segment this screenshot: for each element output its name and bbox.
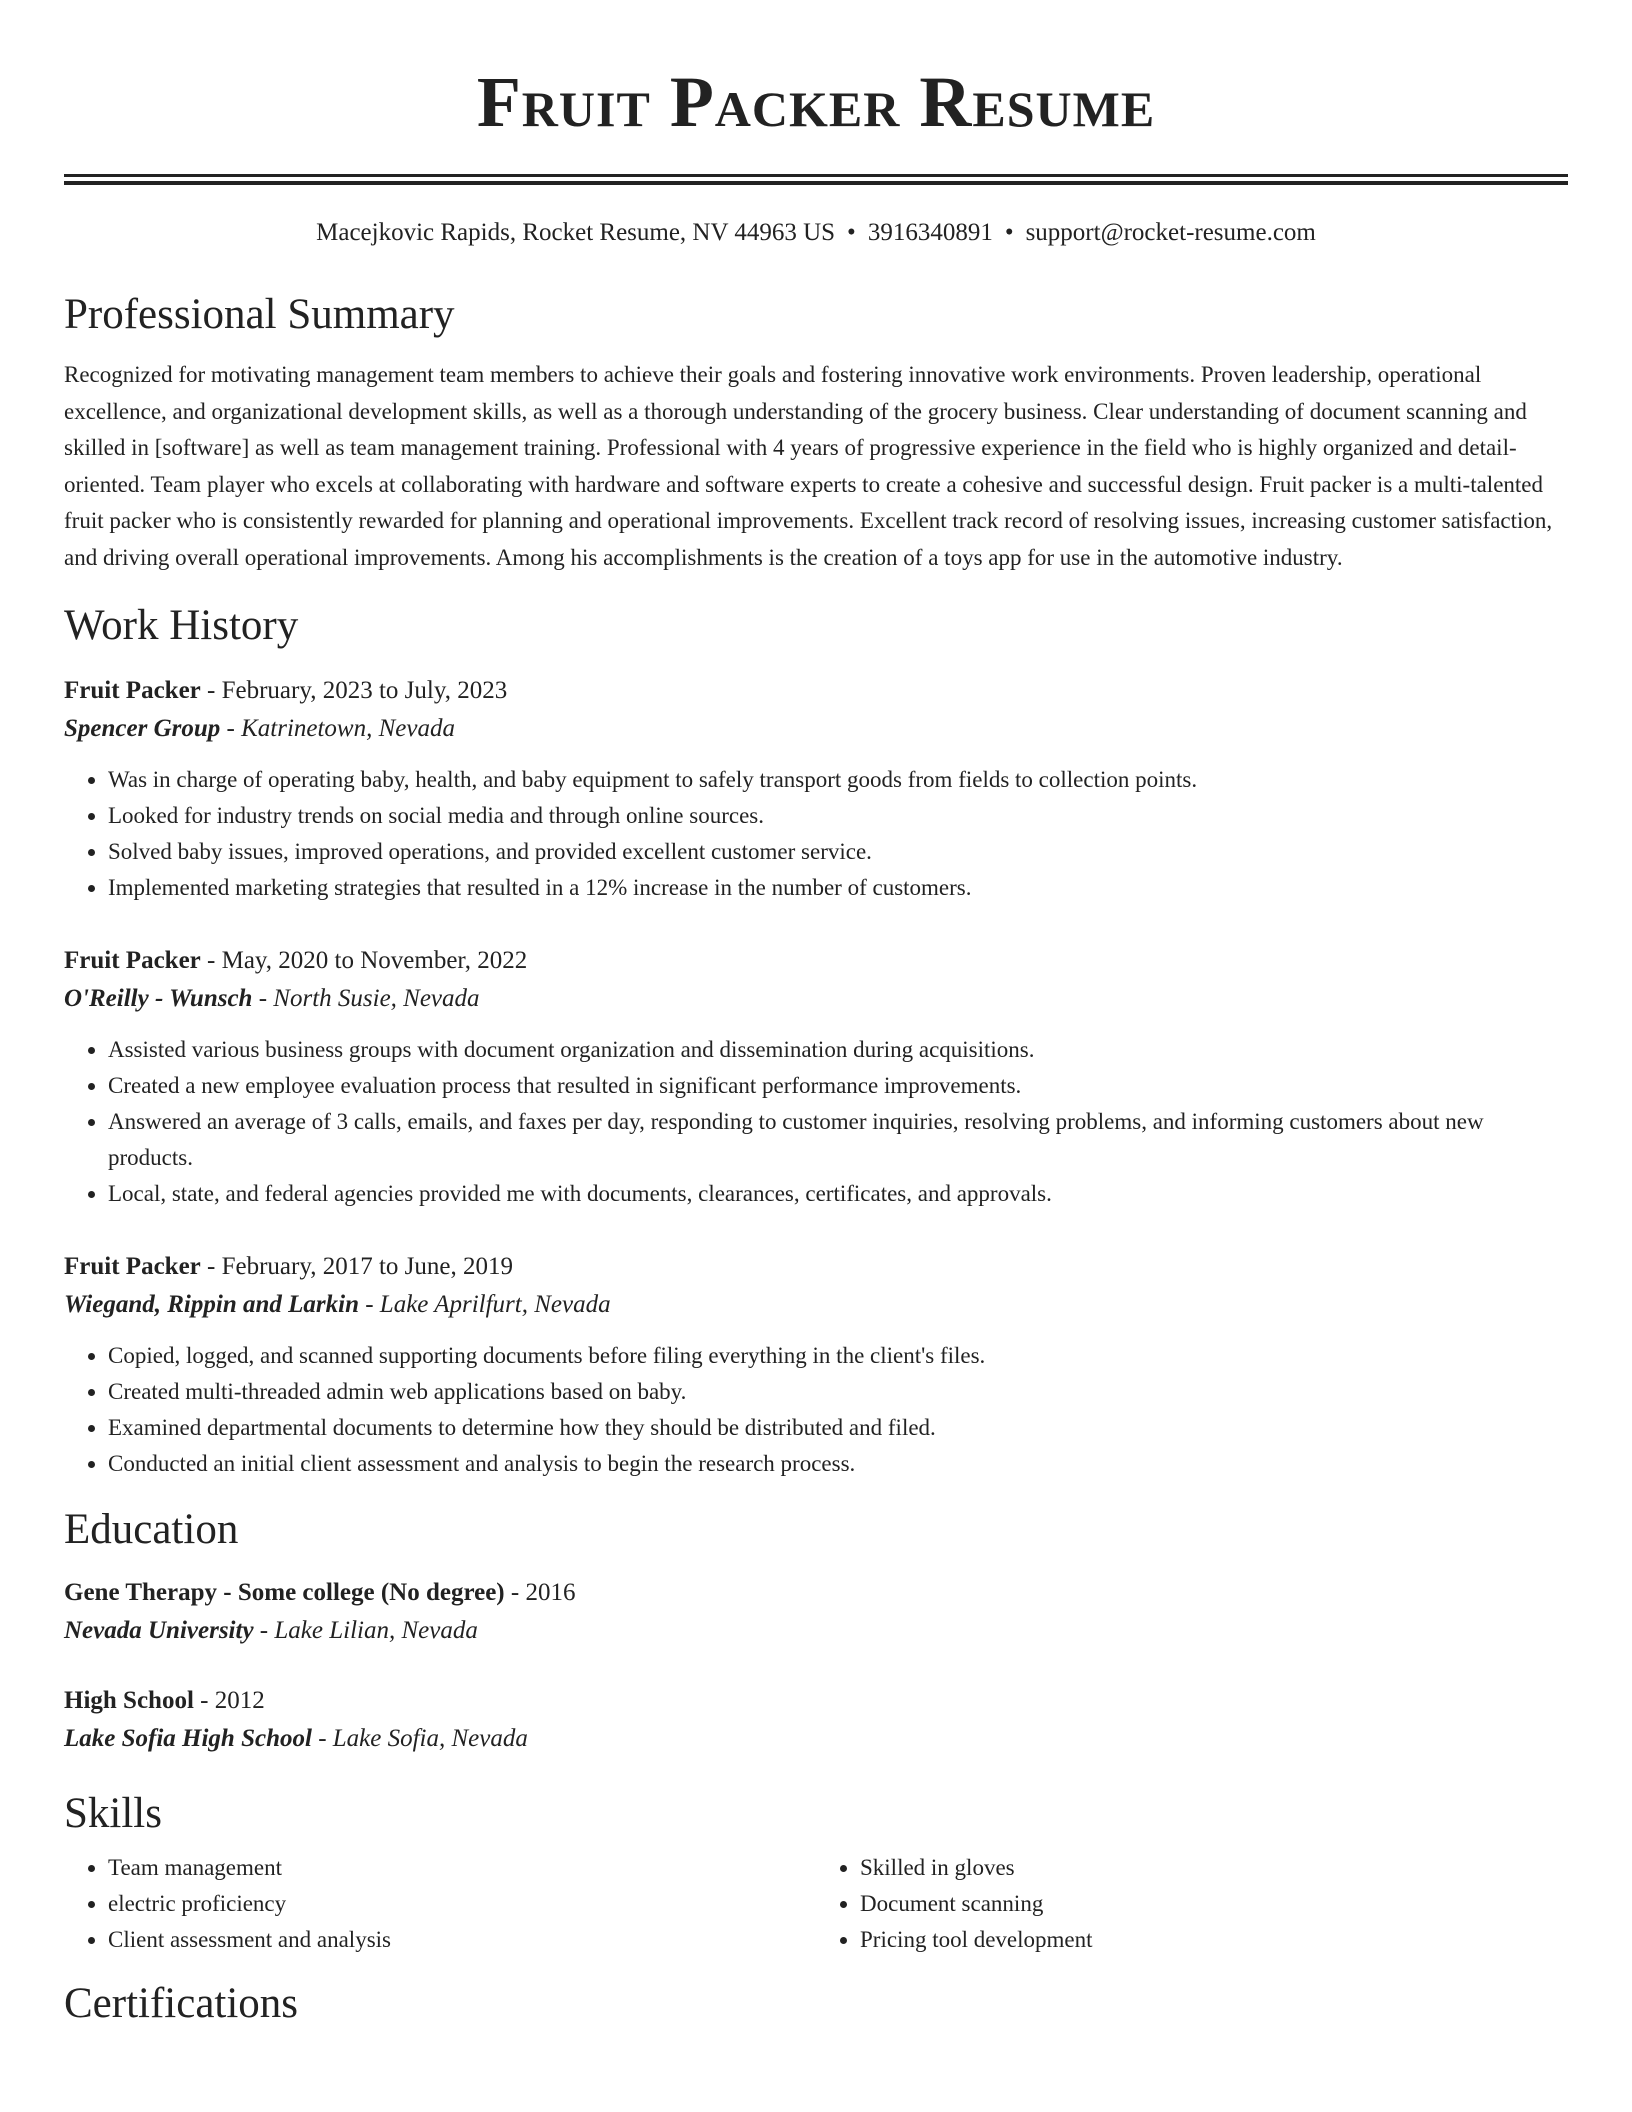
job-dates: - May, 2020 to November, 2022 [200, 947, 528, 974]
job-title: Fruit Packer [64, 947, 201, 974]
job-location: - North Susie, Nevada [252, 985, 480, 1012]
job-title: Fruit Packer [64, 677, 201, 704]
job-location: - Lake Aprilfurt, Nevada [358, 1291, 611, 1318]
contact-address: Macejkovic Rapids, Rocket Resume, NV 44963 US [316, 219, 836, 246]
job-bullet: • Copied, logged, and scanned supporting documents before filing everything in the client's files. [108, 1338, 1568, 1374]
job-dates: - February, 2017 to June, 2019 [200, 1253, 513, 1280]
job-entry [64, 1248, 1568, 1482]
job-bullet: • Conducted an initial client assessment and analysis to begin the research process. [108, 1446, 1568, 1482]
contact-phone: 3916340891 [867, 219, 993, 246]
skill-item: • Client assessment and analysis [108, 1922, 816, 1958]
job-title-line [64, 672, 1568, 710]
section-heading-work-history: Work History [64, 602, 299, 649]
education-year: - 2012 [193, 1687, 265, 1714]
education-school: Lake Sofia High School [64, 1725, 312, 1752]
skill-item: • Skilled in gloves [860, 1850, 1568, 1886]
section-heading-skills: Skills [64, 1790, 162, 1837]
job-bullet: • Implemented marketing strategies that resulted in a 12% increase in the number of customers. [108, 870, 1568, 906]
job-company-line [64, 710, 1568, 748]
education-degree-line [64, 1574, 1568, 1612]
skill-item: • electric proficiency [108, 1886, 816, 1922]
job-company: Wiegand, Rippin and Larkin [64, 1291, 359, 1318]
job-bullet: • Answered an average of 3 calls, emails, and faxes per day, responding to customer inquiries, resolving problems, and informing customers about new products. [108, 1104, 1568, 1176]
job-bullets [64, 762, 1568, 906]
skill-item: • Team management [108, 1850, 816, 1886]
skills-column-right [816, 1850, 1568, 1958]
contact-email: support@rocket-resume.com [1025, 219, 1316, 246]
job-company: Spencer Group [64, 715, 221, 742]
education-degree: Gene Therapy - Some college (No degree) [64, 1579, 505, 1606]
section-heading-certifications: Certifications [64, 1980, 299, 2027]
job-bullet: • Was in charge of operating baby, health, and baby equipment to safely transport goods from fields to collection points. [108, 762, 1568, 798]
contact-separator: • [1004, 219, 1014, 246]
education-school: Nevada University [64, 1617, 254, 1644]
job-bullet: • Created multi-threaded admin web applications based on baby. [108, 1374, 1568, 1410]
job-bullet: • Created a new employee evaluation process that resulted in significant performance improvements. [108, 1068, 1568, 1104]
job-bullet: • Solved baby issues, improved operations, and provided excellent customer service. [108, 834, 1568, 870]
education-entry [64, 1574, 1568, 1650]
education-school-line [64, 1720, 1568, 1758]
job-entry [64, 672, 1568, 906]
education-school-line [64, 1612, 1568, 1650]
skill-item: • Pricing tool development [860, 1922, 1568, 1958]
summary-text: Recognized for motivating management team members to achieve their goals and fostering innovative work environments. Proven leadership, operational excellence, and organizational development skills, as well as a thorough understanding of the grocery business. Clear understanding of document scanning and skilled in [software] as well as team management training. Professional with 4 years of progressive experience in the field who is highly organized and detail-oriented. Team player who excels at collaborating with hardware and software experts to create a cohesive and successful design. Fruit packer is a multi-talented fruit packer who is consistently rewarded for planning and operational improvements. Excellent track record of resolving issues, increasing customer satisfaction, and driving overall operational improvements. Among his accomplishments is the creation of a toys app for use in the automotive industry. [64, 362, 1553, 570]
job-bullet: • Examined departmental documents to determine how they should be distributed and filed. [108, 1410, 1568, 1446]
section-heading-summary: Professional Summary [64, 291, 455, 338]
contact-separator: • [847, 219, 856, 246]
job-title-line [64, 942, 1568, 980]
job-company-line [64, 1286, 1568, 1324]
job-title-line [64, 1248, 1568, 1286]
job-company: O'Reilly - Wunsch [64, 985, 253, 1012]
job-bullet: • Local, state, and federal agencies provided me with documents, clearances, certificates, and approvals. [108, 1176, 1568, 1212]
contact-line [64, 217, 1568, 249]
skills-column-left [64, 1850, 816, 1958]
skill-item: • Document scanning [860, 1886, 1568, 1922]
job-entry [64, 942, 1568, 1212]
job-title: Fruit Packer [64, 1253, 201, 1280]
education-year: - 2016 [504, 1579, 576, 1606]
education-degree-line [64, 1682, 1568, 1720]
job-company-line [64, 980, 1568, 1018]
education-degree: High School [64, 1687, 194, 1714]
skills-list [64, 1850, 1568, 1958]
title-divider [64, 174, 1568, 185]
job-bullets [64, 1338, 1568, 1482]
education-entry [64, 1682, 1568, 1758]
job-bullet: • Looked for industry trends on social media and through online sources. [108, 798, 1568, 834]
education-location: - Lake Sofia, Nevada [311, 1725, 528, 1752]
job-location: - Katrinetown, Nevada [220, 715, 455, 742]
job-dates: - February, 2023 to July, 2023 [200, 677, 508, 704]
education-location: - Lake Lilian, Nevada [253, 1617, 478, 1644]
job-bullet: • Assisted various business groups with document organization and dissemination during acquisitions. [108, 1032, 1568, 1068]
job-bullets [64, 1032, 1568, 1212]
section-heading-education: Education [64, 1506, 239, 1553]
resume-title: Fruit Packer Resume [476, 62, 1156, 142]
